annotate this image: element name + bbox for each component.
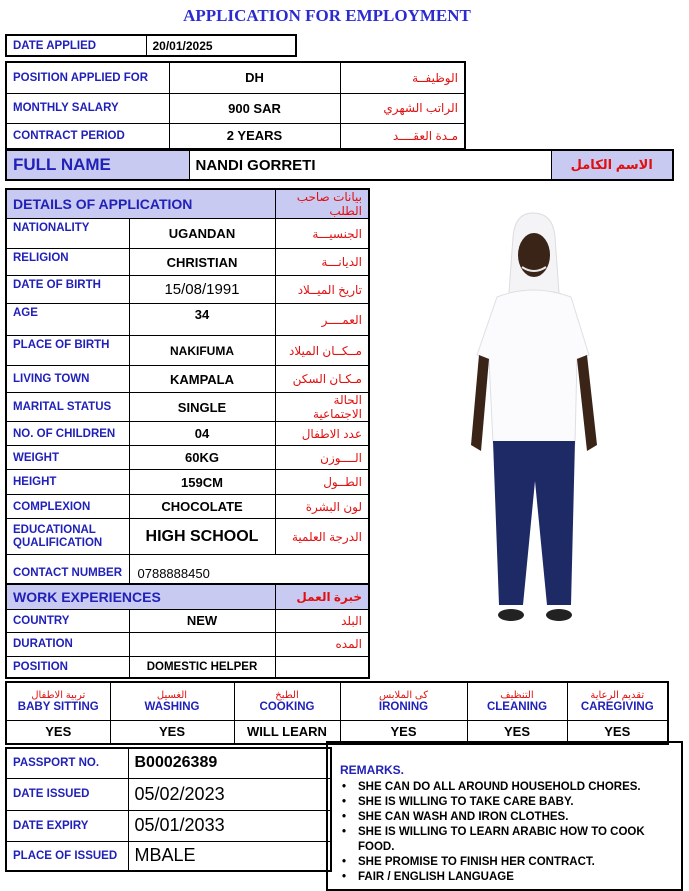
- detail-row-complexion: COMPLEXION CHOCOLATE لون البشرة: [6, 495, 369, 519]
- full-name-ar: الاسم الكامل: [551, 150, 673, 180]
- skill-cooking: الطبخ COOKING: [234, 682, 340, 720]
- detail-row-living-town: LIVING TOWN KAMPALA مـكـان السكن: [6, 366, 369, 393]
- contract-ar: مـدة العقــــد: [340, 123, 465, 149]
- remark-item: • SHE PROMISE TO FINISH HER CONTRACT.: [340, 855, 671, 870]
- passport-row-expiry: DATE EXPIRY 05/01/2033: [6, 810, 331, 841]
- position-ar: الوظيفــة: [340, 62, 465, 93]
- detail-row-weight: WEIGHT 60KG الــــوزن: [6, 446, 369, 470]
- skill-cooking-value: WILL LEARN: [234, 720, 340, 744]
- salary-label: MONTHLY SALARY: [6, 93, 169, 123]
- passport-table: [5, 747, 332, 872]
- detail-row-age: AGE 34 العمــــر: [6, 304, 369, 336]
- details-header: DETAILS OF APPLICATION: [6, 189, 275, 219]
- passport-row-place: PLACE OF ISSUED MBALE: [6, 841, 331, 871]
- full-name-table: [5, 149, 674, 181]
- work-row-duration: DURATION المده: [6, 632, 369, 656]
- contract-label: CONTRACT PERIOD: [6, 123, 169, 149]
- remarks-list: [340, 780, 671, 885]
- skill-ironing-value: YES: [340, 720, 467, 744]
- work-header-ar: خبرة العمل: [275, 584, 369, 609]
- remarks-box: [326, 741, 683, 891]
- skills-table: [5, 681, 669, 745]
- passport-row-issued: DATE ISSUED 05/02/2023: [6, 778, 331, 810]
- details-table: [5, 188, 370, 594]
- full-name-value: NANDI GORRETI: [189, 150, 551, 180]
- detail-row-children: NO. OF CHILDREN 04 عدد الاطفال: [6, 422, 369, 446]
- work-table: [5, 583, 370, 679]
- salary-ar: الراتب الشهري: [340, 93, 465, 123]
- date-applied-value: 20/01/2025: [146, 35, 296, 56]
- detail-row-place-of-birth: PLACE OF BIRTH NAKIFUMA مــكــان الميلاد: [6, 336, 369, 366]
- position-label: POSITION APPLIED FOR: [6, 62, 169, 93]
- detail-row-marital-status: MARITAL STATUS SINGLE الحالة الاجتماعية: [6, 393, 369, 422]
- detail-row-height: HEIGHT 159CM الطــول: [6, 470, 369, 495]
- applicant-photo: [455, 205, 610, 635]
- position-value: DH: [169, 62, 340, 93]
- detail-row-nationality: NATIONALITY UGANDAN الجنسيـــة: [6, 219, 369, 249]
- detail-row-education: EDUCATIONAL QUALIFICATION HIGH SCHOOL الدرجة العلمية: [6, 519, 369, 555]
- full-name-label: FULL NAME: [6, 150, 189, 180]
- remark-item: • SHE IS WILLING TO LEARN ARABIC HOW TO COOK FOOD.: [340, 825, 671, 855]
- skill-cleaning: التنظيف CLEANING: [467, 682, 567, 720]
- skill-caregiving-value: YES: [567, 720, 668, 744]
- remark-item: • FAIR / ENGLISH LANGUAGE: [340, 870, 671, 885]
- detail-row-religion: RELIGION CHRISTIAN الديانـــة: [6, 249, 369, 276]
- remark-item: • SHE IS WILLING TO TAKE CARE BABY.: [340, 795, 671, 810]
- salary-value: 900 SAR: [169, 93, 340, 123]
- date-applied-label: DATE APPLIED: [6, 35, 146, 56]
- date-applied-table: [5, 34, 297, 57]
- detail-row-contact: CONTACT NUMBER 0788888450: [6, 555, 369, 593]
- skill-cleaning-value: YES: [467, 720, 567, 744]
- detail-row-dob: DATE OF BIRTH 15/08/1991 تاريخ الميــلاد: [6, 276, 369, 304]
- skill-ironing: كى الملابس IRONING: [340, 682, 467, 720]
- page-title: APPLICATION FOR EMPLOYMENT: [183, 6, 471, 25]
- details-header-ar: بيانات صاحب الطلب: [275, 189, 369, 219]
- skill-baby-sitting-value: YES: [6, 720, 110, 744]
- remark-item: • SHE CAN WASH AND IRON CLOTHES.: [340, 810, 671, 825]
- passport-row-number: PASSPORT NO. B00026389: [6, 748, 331, 778]
- work-row-position: POSITION DOMESTIC HELPER: [6, 656, 369, 678]
- position-table: [5, 61, 466, 150]
- work-header: WORK EXPERIENCES: [6, 584, 275, 609]
- remarks-title: REMARKS.: [340, 763, 405, 777]
- skill-washing-value: YES: [110, 720, 234, 744]
- skill-caregiving: تقديم الرعاية CAREGIVING: [567, 682, 668, 720]
- skill-baby-sitting: تربية الاطفال BABY SITTING: [6, 682, 110, 720]
- skill-washing: الغسيل WASHING: [110, 682, 234, 720]
- contract-value: 2 YEARS: [169, 123, 340, 149]
- remark-item: • SHE CAN DO ALL AROUND HOUSEHOLD CHORES.: [340, 780, 671, 795]
- work-row-country: COUNTRY NEW البلد: [6, 609, 369, 632]
